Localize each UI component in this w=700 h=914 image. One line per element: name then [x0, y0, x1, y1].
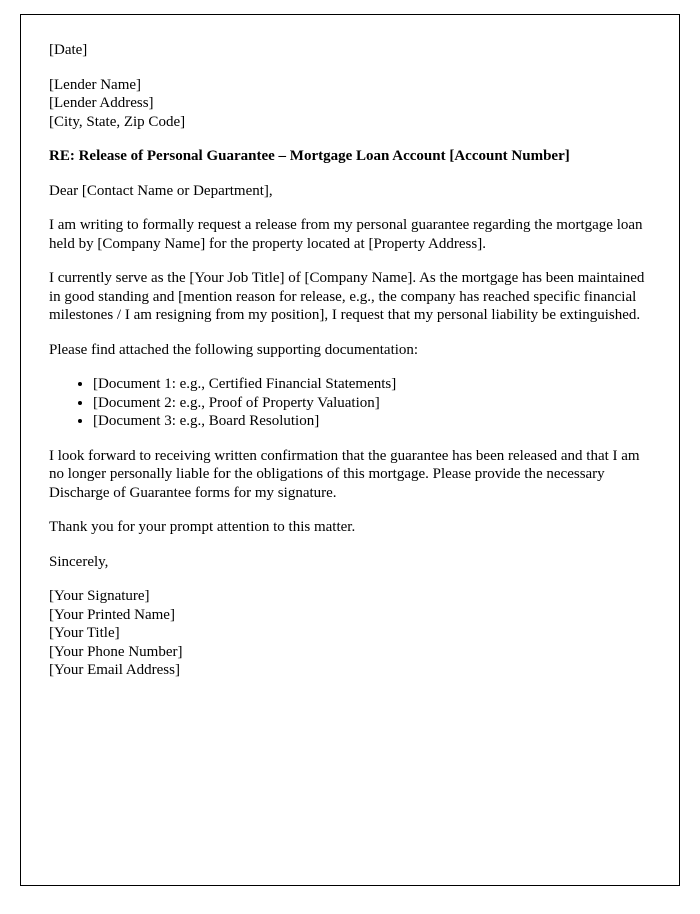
body-paragraph: I am writing to formally request a release from my personal guarantee regarding the mortgage loan held by [Company Name] for the property located at [Property Address]. [49, 217, 643, 252]
attachments-intro: Please find attached the following supporting documentation: [49, 341, 419, 358]
attachment-item: • [Document 1: e.g., Certified Financial Statements] [93, 375, 651, 394]
signature-line: [Your Title] [49, 625, 120, 641]
subject-line: RE: Release of Personal Guarantee – Mortgage Loan Account [Account Number] [49, 148, 570, 164]
thanks-line: Thank you for your prompt attention to this matter. [49, 519, 356, 535]
salutation: Dear [Contact Name or Department], [49, 182, 273, 199]
attachments-list [49, 375, 651, 431]
signature-line: [Your Email Address] [49, 662, 180, 678]
recipient-line: [Lender Address] [49, 95, 154, 111]
signature-block [49, 587, 651, 680]
letter-page [20, 14, 680, 886]
signature-line: [Your Phone Number] [49, 643, 183, 660]
letter-date: [Date] [49, 42, 88, 58]
signature-line: [Your Signature] [49, 588, 150, 604]
recipient-address-block [49, 76, 651, 132]
attachment-item: • [Document 3: e.g., Board Resolution] [93, 412, 651, 431]
recipient-line: [City, State, Zip Code] [49, 113, 186, 130]
signature-line: [Your Printed Name] [49, 606, 175, 623]
recipient-line: [Lender Name] [49, 76, 142, 93]
body-paragraph: I look forward to receiving written confirmation that the guarantee has been released and that I am no longer personally liable for the obligations of this mortgage. Please provide the necessary Discharge of Guarantee forms for my signature. [49, 447, 640, 501]
signoff: Sincerely, [49, 553, 109, 570]
body-paragraph: I currently serve as the [Your Job Title] of [Company Name]. As the mortgage has been maintained in good standing and [mention reason for release, e.g., the company has reached specific financial milestones / I am resigning from my position], I request that my personal liability be extinguished. [49, 270, 645, 323]
attachment-item: • [Document 2: e.g., Proof of Property Valuation] [93, 394, 651, 413]
